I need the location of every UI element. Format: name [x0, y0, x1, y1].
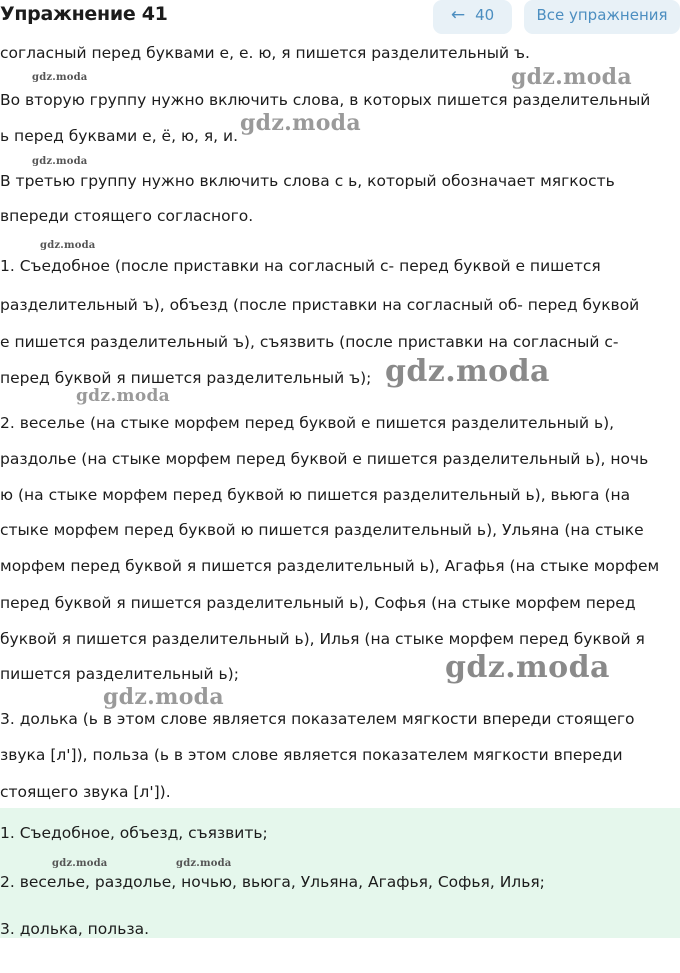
text-line: стоящего звука [л']).: [0, 783, 171, 801]
text-line: стыке морфем перед буквой ю пишется разделительный ь), Ульяна (на стыке: [0, 521, 644, 539]
watermark: gdz.moda: [385, 354, 550, 389]
watermark: gdz.moda: [76, 386, 170, 406]
arrow-left-icon: ←: [450, 5, 466, 25]
text-line: ю (на стыке морфем перед буквой ю пишется разделительный ь), вьюга (на: [0, 486, 631, 504]
header: [0, 0, 680, 40]
text-line: перед буквой я пишется разделительный ъ);: [0, 369, 372, 387]
text-line: разделительный ъ), объезд (после приставки на согласный об- перед буквой: [0, 296, 640, 314]
page-title: Упражнение 41: [0, 3, 168, 25]
answer-line: 2. веселье, раздолье, ночью, вьюга, Ульяна, Агафья, Софья, Илья;: [0, 873, 545, 891]
text-line: звука [л']), польза (ь в этом слове является показателем мягкости впереди: [0, 746, 623, 764]
text-line: пишется разделительный ь);: [0, 665, 239, 683]
text-line: Во вторую группу нужно включить слова, в которых пишется разделительный: [0, 91, 651, 109]
text-line: морфем перед буквой я пишется разделительный ь), Агафья (на стыке морфем: [0, 557, 660, 575]
text-line: е пишется разделительный ъ), съязвить (после приставки на согласный с-: [0, 333, 619, 351]
text-line: 1. Съедобное (после приставки на согласный с- перед буквой е пишется: [0, 257, 601, 275]
watermark: gdz.moda: [32, 156, 88, 167]
text-line: 2. веселье (на стыке морфем перед буквой е пишется разделительный ь),: [0, 414, 615, 432]
answer-line: 1. Съедобное, объезд, съязвить;: [0, 824, 268, 842]
watermark: gdz.moda: [32, 72, 88, 83]
text-line: перед буквой я пишется разделительный ь), Софья (на стыке морфем перед: [0, 594, 636, 612]
text-line: раздолье (на стыке морфем перед буквой е пишется разделительный ь), ночь: [0, 450, 649, 468]
text-line: буквой я пишется разделительный ь), Илья (на стыке морфем перед буквой я: [0, 630, 645, 648]
text-line: 3. долька (ь в этом слове является показателем мягкости впереди стоящего: [0, 710, 635, 728]
watermark: gdz.moda: [52, 858, 108, 869]
watermark: gdz.moda: [176, 858, 232, 869]
watermark: gdz.moda: [240, 110, 361, 136]
text-line: согласный перед буквами е, е. ю, я пишется разделительный ъ.: [0, 44, 530, 62]
prev-exercise-label: 40: [475, 6, 495, 24]
watermark: gdz.moda: [445, 650, 610, 685]
all-exercises-button[interactable]: Все упражнения: [524, 0, 680, 34]
answer-line: 3. долька, польза.: [0, 920, 149, 938]
watermark: gdz.moda: [511, 64, 632, 90]
text-line: ь перед буквами е, ё, ю, я, и.: [0, 127, 239, 145]
text-line: впереди стоящего согласного.: [0, 207, 254, 225]
text-line: В третью группу нужно включить слова с ь, который обозначает мягкость: [0, 172, 615, 190]
watermark: gdz.moda: [40, 240, 96, 251]
prev-exercise-button[interactable]: [433, 0, 512, 34]
watermark: gdz.moda: [103, 684, 224, 710]
